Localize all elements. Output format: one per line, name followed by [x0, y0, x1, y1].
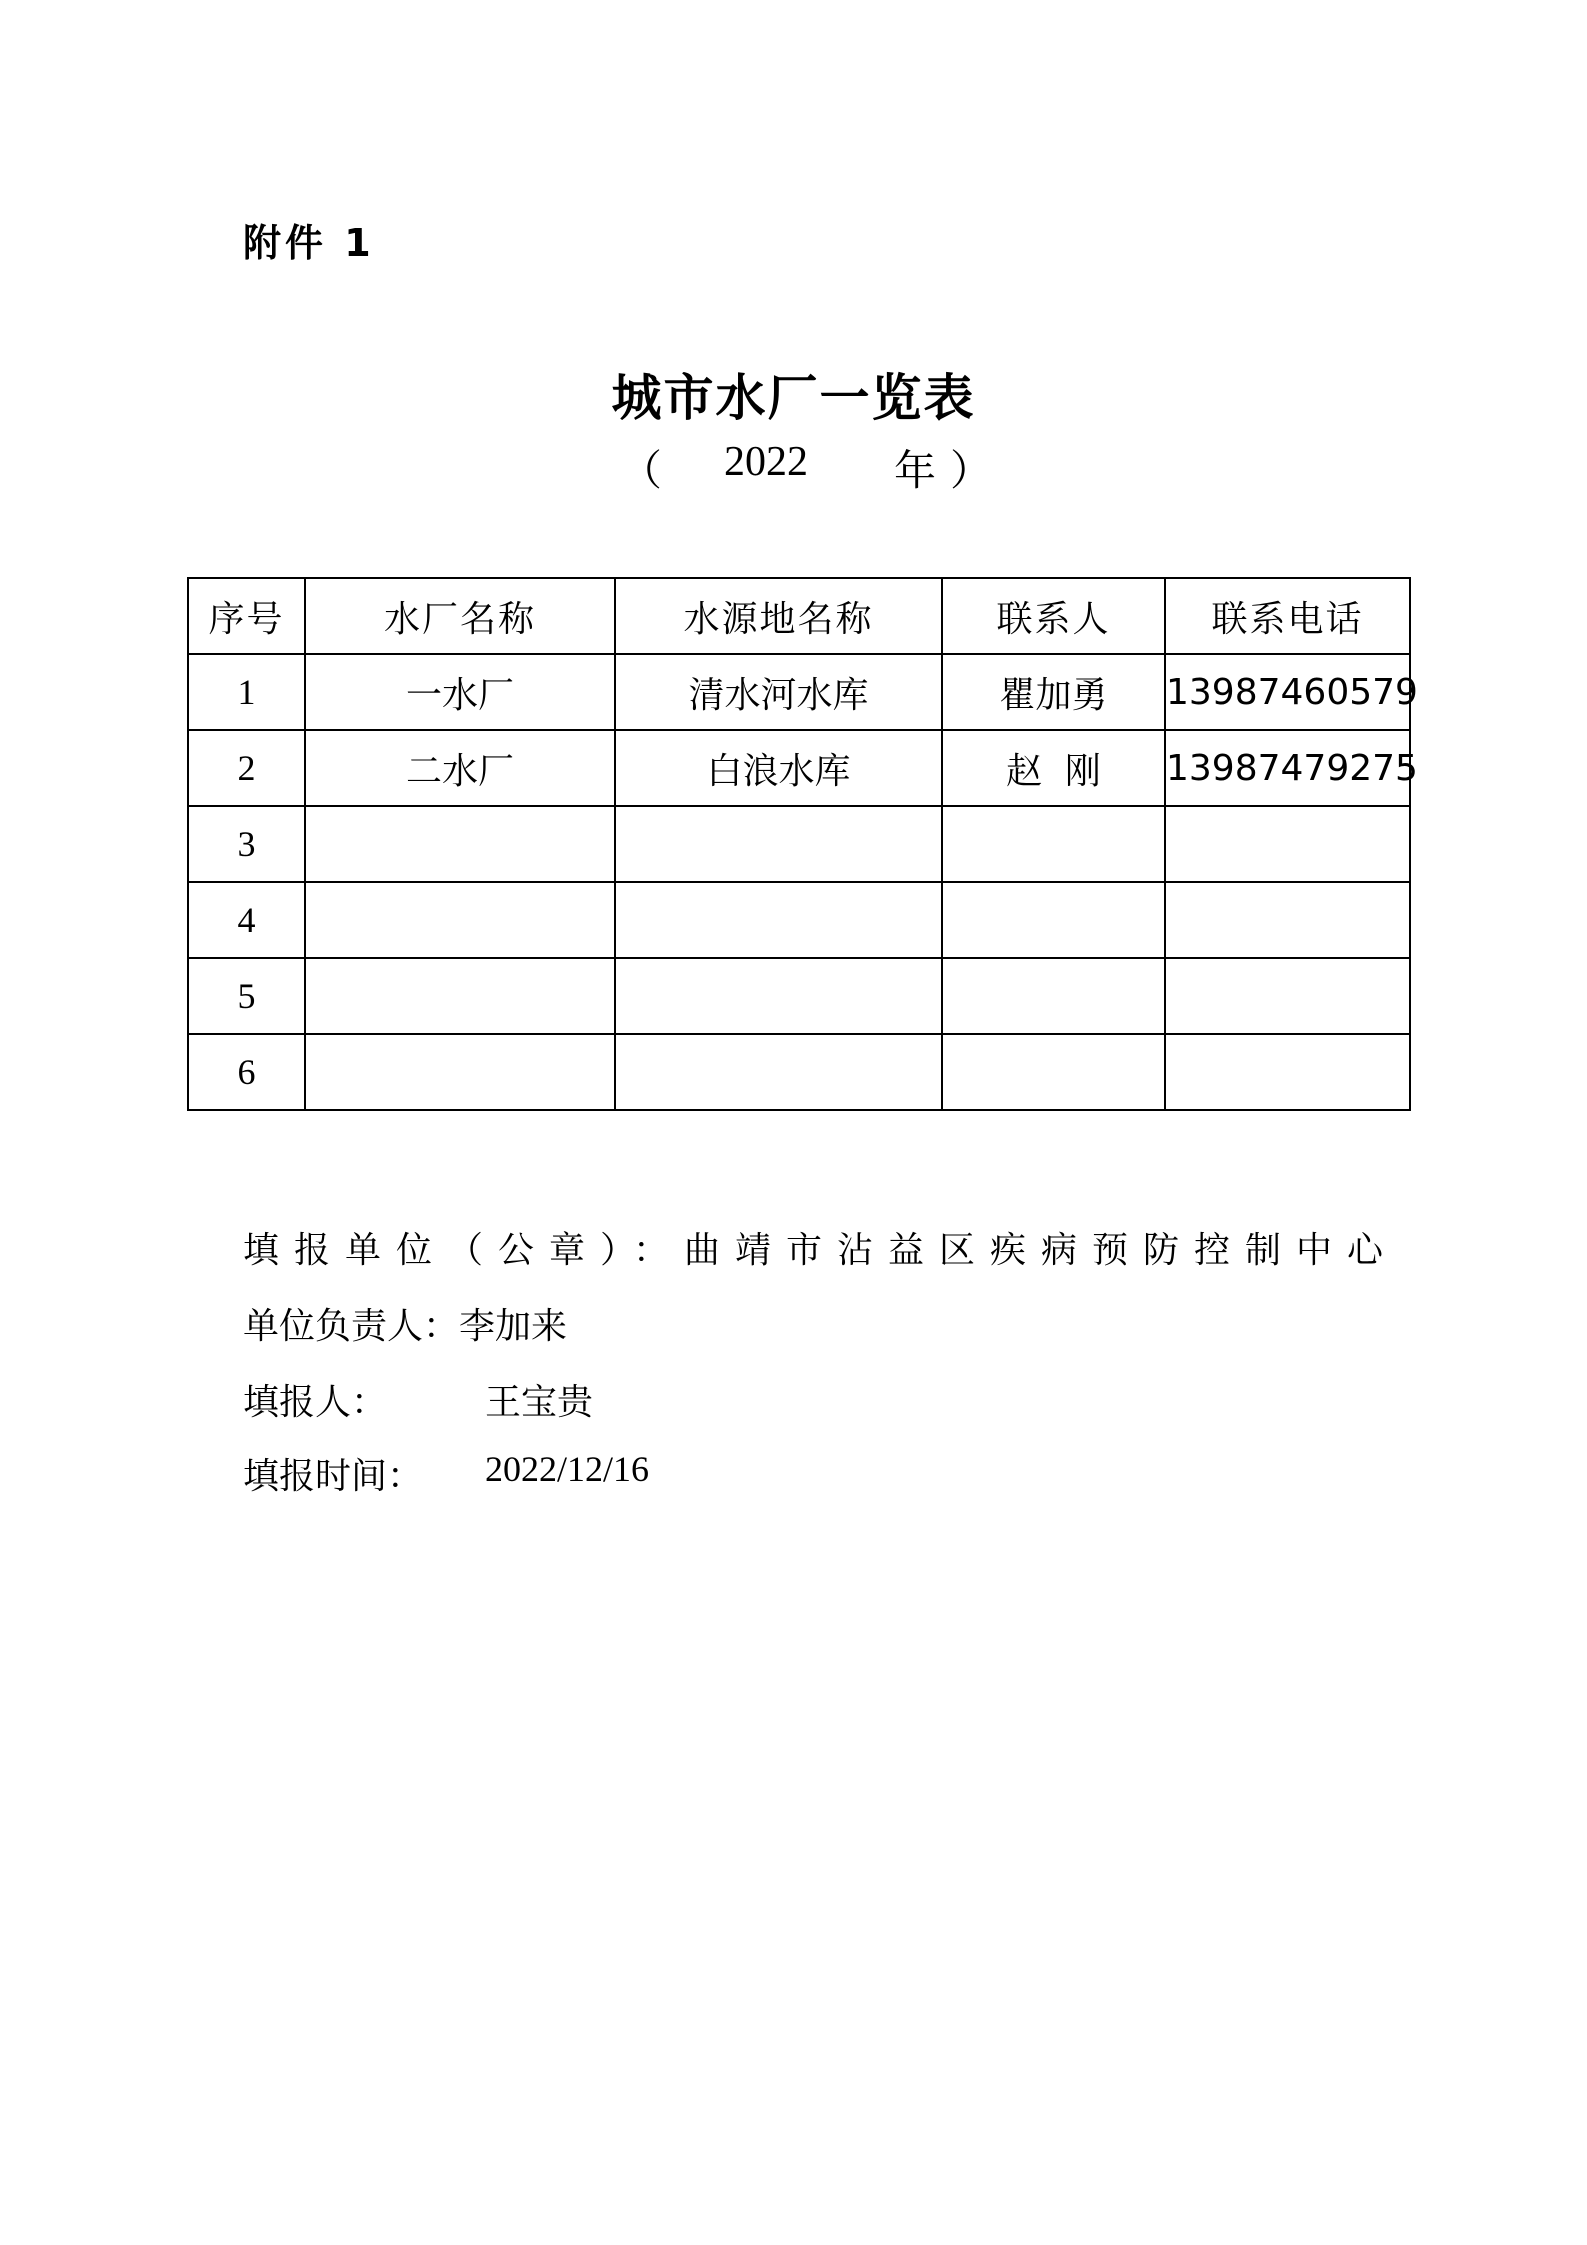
- row-index: 6: [188, 1034, 305, 1110]
- report-time-value: 2022/12/16: [485, 1449, 650, 1489]
- column-header-phone: 联系电话: [1165, 578, 1410, 654]
- responsible-person-line: [243, 1298, 567, 1349]
- contact-name: [942, 806, 1165, 882]
- plant-name: [305, 958, 615, 1034]
- table-row: [188, 654, 1410, 730]
- water-plant-table: [187, 577, 1418, 1111]
- contact-name: 赵 刚: [942, 730, 1165, 806]
- table-header-row: [188, 578, 1410, 654]
- plant-name: [305, 806, 615, 882]
- reporting-unit-value: 曲靖市沾益区疾病预防控制中心: [684, 1230, 1399, 1271]
- contact-name: [942, 1034, 1165, 1110]
- source-name: [615, 958, 942, 1034]
- contact-name: [942, 958, 1165, 1034]
- report-time-line: [243, 1448, 650, 1499]
- year-suffix: 年: [894, 446, 937, 495]
- column-header-plant: 水厂名称: [305, 578, 615, 654]
- document-title: 城市水厂一览表: [611, 368, 976, 427]
- plant-name: 二水厂: [305, 730, 615, 806]
- reporter-line: [243, 1374, 594, 1425]
- table-row: [188, 882, 1410, 958]
- reporting-unit-line: [243, 1222, 1398, 1273]
- reporter-value: 王宝贵: [485, 1382, 594, 1423]
- contact-name: 瞿加勇: [942, 654, 1165, 730]
- table-row: [188, 730, 1410, 806]
- table-row: [188, 958, 1410, 1034]
- row-index: 5: [188, 958, 305, 1034]
- responsible-person-value: 李加来: [459, 1306, 568, 1347]
- row-index: 4: [188, 882, 305, 958]
- plant-name: 一水厂: [305, 654, 615, 730]
- year-line: [620, 438, 993, 498]
- contact-phone: 13987460579: [1165, 654, 1410, 730]
- source-name: 白浪水库: [615, 730, 942, 806]
- attachment-label: 附件 1: [243, 221, 375, 265]
- year-close-paren: ）: [950, 446, 993, 495]
- row-index: 1: [188, 654, 305, 730]
- contact-phone: [1165, 1034, 1410, 1110]
- year-open-paren: （: [620, 446, 663, 495]
- year-value: 2022: [724, 439, 808, 485]
- source-name: [615, 1034, 942, 1110]
- plant-name: [305, 1034, 615, 1110]
- column-header-contact: 联系人: [942, 578, 1165, 654]
- column-header-index: 序号: [188, 578, 305, 654]
- column-header-source: 水源地名称: [615, 578, 942, 654]
- source-name: [615, 806, 942, 882]
- reporter-label: 填报人：: [243, 1382, 388, 1423]
- contact-phone: [1165, 882, 1410, 958]
- contact-phone: [1165, 958, 1410, 1034]
- contact-phone: [1165, 806, 1410, 882]
- plant-name: [305, 882, 615, 958]
- table-row: [188, 806, 1410, 882]
- table-row: [188, 1034, 1410, 1110]
- source-name: 清水河水库: [615, 654, 942, 730]
- responsible-person-label: 单位负责人：: [243, 1306, 460, 1347]
- row-index: 3: [188, 806, 305, 882]
- report-time-label: 填报时间：: [243, 1456, 424, 1497]
- contact-name: [942, 882, 1165, 958]
- source-name: [615, 882, 942, 958]
- contact-phone: 13987479275: [1165, 730, 1410, 806]
- row-index: 2: [188, 730, 305, 806]
- reporting-unit-label: 填报单位（公章）：: [243, 1230, 685, 1271]
